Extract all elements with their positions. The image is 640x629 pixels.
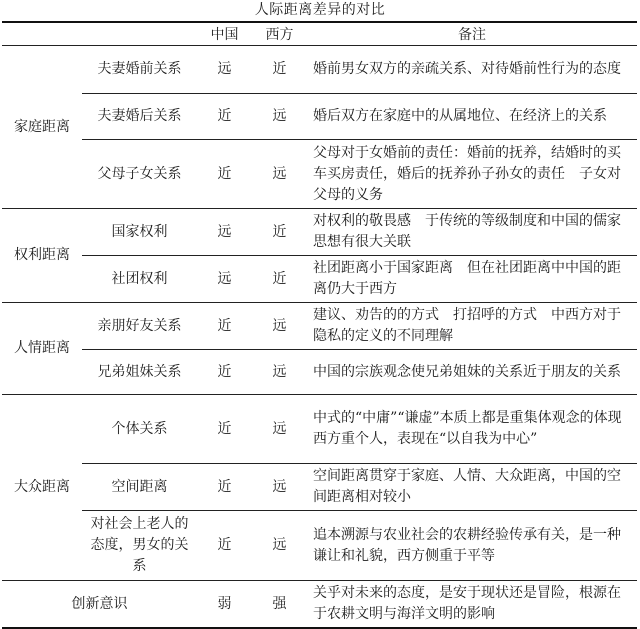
note-cell: 婚前男女双方的亲疏关系、对待婚前性行为的态度	[313, 61, 621, 77]
west-cell: 远	[252, 303, 307, 350]
comparison-table	[2, 21, 637, 629]
header-notes: 备注	[307, 22, 637, 46]
note-cell: 社团距离小于国家距离 但在社团距离中中国的距离仍大于西方	[307, 256, 637, 303]
note-cell: 追本溯源与农业社会的农耕经验传承有关，是一种谦让和礼貌，西方侧重于平等	[307, 511, 637, 581]
note-cell: 对权利的敬畏感 于传统的等级制度和中国的儒家思想有很大关联	[307, 209, 637, 256]
west-cell: 远	[252, 511, 307, 581]
sub-cell: 亲朋好友关系	[82, 303, 197, 350]
table-row	[2, 94, 637, 140]
table-row	[2, 350, 637, 395]
china-cell: 远	[197, 256, 252, 303]
china-cell: 远	[217, 61, 232, 77]
table-row	[2, 464, 637, 511]
china-cell: 近	[197, 395, 252, 464]
west-cell: 远	[252, 395, 307, 464]
china-cell: 近	[197, 140, 252, 209]
china-cell: 近	[197, 511, 252, 581]
sub-cell: 对社会上老人的态度，男女的关系	[82, 511, 197, 581]
category-cell: 家庭距离	[14, 118, 70, 135]
header-west: 西方	[252, 22, 307, 46]
west-cell: 近	[272, 61, 287, 77]
note-cell: 空间距离贯穿于家庭、人情、大众距离，中国的空间距离相对较小	[307, 464, 637, 511]
note-cell: 中国的宗族观念使兄弟姐妹的关系近于朋友的关系	[307, 350, 637, 395]
table-row	[2, 140, 637, 209]
table-row	[2, 256, 637, 303]
header-row	[2, 22, 637, 46]
west-cell: 强	[252, 581, 307, 629]
note-cell: 父母对于女婚前的责任：婚前的抚养，结婚时的买车买房责任，婚后的抚养孙子孙女的责任 子女对父母的义务	[307, 140, 637, 209]
header-sub	[82, 22, 197, 46]
sub-cell: 夫妻婚后关系	[82, 94, 197, 140]
category-cell: 创新意识	[2, 581, 197, 629]
sub-cell: 兄弟姐妹关系	[82, 350, 197, 395]
china-cell: 近	[197, 94, 252, 140]
west-cell: 远	[252, 350, 307, 395]
west-cell: 远	[252, 464, 307, 511]
china-cell: 远	[197, 209, 252, 256]
west-cell: 近	[252, 256, 307, 303]
table-row	[2, 303, 637, 350]
table-row	[2, 209, 637, 256]
china-cell: 弱	[197, 581, 252, 629]
table-row	[2, 395, 637, 464]
table-row	[2, 511, 637, 581]
west-cell: 远	[252, 94, 307, 140]
note-cell: 中式的“中庸”“谦虚”本质上都是重集体观念的体现 西方重个人，表现在“以自我为中心”	[307, 395, 637, 464]
category-cell: 人情距离	[2, 303, 82, 395]
west-cell: 远	[252, 140, 307, 209]
sub-cell: 国家权利	[82, 209, 197, 256]
china-cell: 近	[197, 350, 252, 395]
category-cell: 大众距离	[2, 395, 82, 581]
header-category	[2, 22, 82, 46]
note-cell: 关乎对未来的态度，是安于现状还是冒险，根源在于农耕文明与海洋文明的影响	[307, 581, 637, 629]
table-row	[2, 46, 637, 94]
china-cell: 近	[197, 464, 252, 511]
sub-cell: 夫妻婚前关系	[97, 61, 182, 77]
header-china: 中国	[197, 22, 252, 46]
china-cell: 近	[197, 303, 252, 350]
west-cell: 近	[252, 209, 307, 256]
table-row	[2, 581, 637, 629]
note-cell: 建议、劝告的的方式 打招呼的方式 中西方对于隐私的定义的不同理解	[307, 303, 637, 350]
sub-cell: 父母子女关系	[82, 140, 197, 209]
table-title: 人际距离差异的对比	[254, 2, 386, 18]
sub-cell: 空间距离	[82, 464, 197, 511]
sub-cell: 个体关系	[82, 395, 197, 464]
sub-cell: 社团权利	[82, 256, 197, 303]
category-cell: 权利距离	[2, 209, 82, 303]
note-cell: 婚后双方在家庭中的从属地位、在经济上的关系	[307, 94, 637, 140]
